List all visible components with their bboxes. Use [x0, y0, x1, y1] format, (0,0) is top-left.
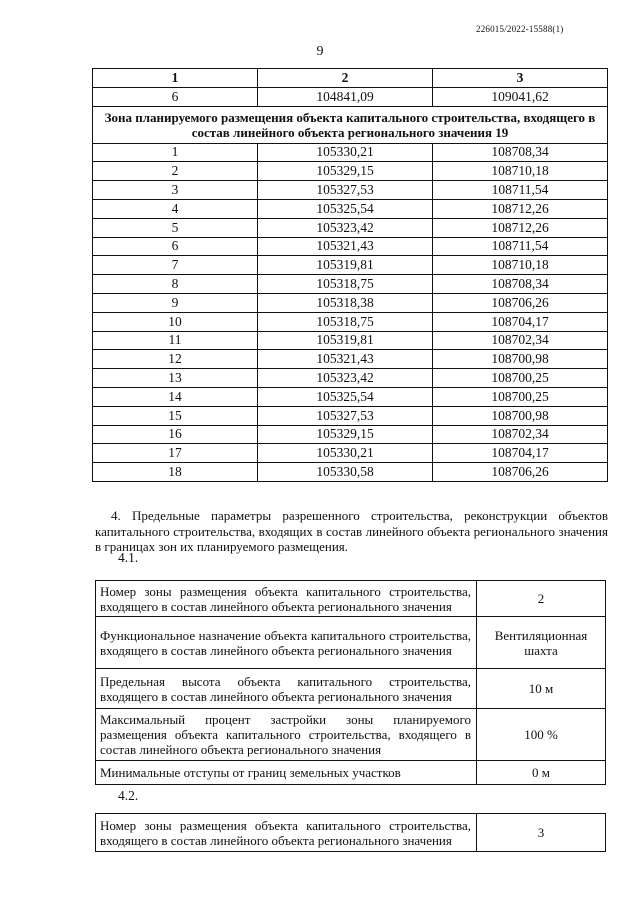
zone-title-row: [93, 106, 608, 143]
x-coordinate-cell: 105323,42: [258, 369, 433, 388]
y-coordinate-cell: 108711,54: [433, 237, 608, 256]
point-number-cell: 11: [93, 331, 258, 350]
parameter-row: [96, 581, 606, 617]
x-coordinate-cell: 105329,15: [258, 162, 433, 181]
point-number-cell: 5: [93, 218, 258, 237]
point-number-cell: 18: [93, 463, 258, 482]
x-coordinate-cell: 105319,81: [258, 331, 433, 350]
parameter-label: Максимальный процент застройки зоны планируемого размещения объекта капитального строительства, входящего в состав линейного объекта регионального значения: [96, 709, 477, 761]
table-row: [93, 387, 608, 406]
x-coordinate-cell: 105318,75: [258, 312, 433, 331]
point-number-cell: 2: [93, 162, 258, 181]
table-row: [93, 369, 608, 388]
y-coordinate-cell: 108712,26: [433, 199, 608, 218]
x-coordinate-cell: 105323,42: [258, 218, 433, 237]
parameter-row: [96, 761, 606, 785]
table-row: [93, 275, 608, 294]
parameter-value: 10 м: [477, 669, 606, 709]
parameter-label: Номер зоны размещения объекта капитального строительства, входящего в состав линейного объекта регионального значения: [96, 581, 477, 617]
coordinates-table: [92, 68, 608, 482]
point-number-cell: 3: [93, 181, 258, 200]
point-number-cell: 10: [93, 312, 258, 331]
column-header: 3: [433, 69, 608, 88]
point-number-cell: 16: [93, 425, 258, 444]
y-coordinate-cell: 108700,98: [433, 406, 608, 425]
y-coordinate-cell: 108702,34: [433, 331, 608, 350]
page-number: 9: [316, 44, 324, 59]
table-header-row: [93, 69, 608, 88]
parameter-value: 2: [477, 581, 606, 617]
document-registration-number: 226015/2022-15588(1): [476, 24, 564, 34]
table-row: [93, 406, 608, 425]
table-row: [93, 162, 608, 181]
table-row: [93, 293, 608, 312]
column-header: 2: [258, 69, 433, 88]
point-number-cell: 14: [93, 387, 258, 406]
y-coordinate-cell: 108711,54: [433, 181, 608, 200]
parameter-row: [96, 669, 606, 709]
point-number-cell: 6: [93, 87, 258, 106]
parameter-row: [96, 814, 606, 852]
section-4-paragraph: [95, 508, 608, 555]
parameter-row: [96, 709, 606, 761]
subsection-4-2-label: 4.2.: [118, 788, 139, 803]
parameter-label: Минимальные отступы от границ земельных участков: [96, 761, 477, 785]
table-row: [93, 331, 608, 350]
y-coordinate-cell: 108702,34: [433, 425, 608, 444]
point-number-cell: 9: [93, 293, 258, 312]
table-row: [93, 463, 608, 482]
point-number-cell: 4: [93, 199, 258, 218]
x-coordinate-cell: 105319,81: [258, 256, 433, 275]
section-4-text: 4. Предельные параметры разрешенного строительства, реконструкции объектов капитального строительства, входящих в состав линейного объекта регионального значения в границах зон их планируемого размещения.: [95, 508, 608, 554]
x-coordinate-cell: 105318,75: [258, 275, 433, 294]
table-row: [93, 218, 608, 237]
y-coordinate-cell: 108700,98: [433, 350, 608, 369]
y-coordinate-cell: 108700,25: [433, 387, 608, 406]
parameter-value: 0 м: [477, 761, 606, 785]
y-coordinate-cell: 108706,26: [433, 463, 608, 482]
table-row: [93, 143, 608, 162]
parameter-row: [96, 617, 606, 669]
x-coordinate-cell: 104841,09: [258, 87, 433, 106]
point-number-cell: 15: [93, 406, 258, 425]
point-number-cell: 7: [93, 256, 258, 275]
y-coordinate-cell: 108706,26: [433, 293, 608, 312]
parameter-label: Предельная высота объекта капитального строительства, входящего в состав линейного объекта регионального значения: [96, 669, 477, 709]
x-coordinate-cell: 105325,54: [258, 387, 433, 406]
x-coordinate-cell: 105330,21: [258, 444, 433, 463]
point-number-cell: 6: [93, 237, 258, 256]
table-row: [93, 350, 608, 369]
point-number-cell: 8: [93, 275, 258, 294]
x-coordinate-cell: 105321,43: [258, 237, 433, 256]
point-number-cell: 12: [93, 350, 258, 369]
y-coordinate-cell: 108704,17: [433, 312, 608, 331]
table-row: [93, 312, 608, 331]
zone-title: Зона планируемого размещения объекта капитального строительства, входящего в состав линейного объекта регионального значения 19: [93, 106, 608, 143]
parameter-label: Номер зоны размещения объекта капитального строительства, входящего в состав линейного объекта регионального значения: [96, 814, 477, 852]
y-coordinate-cell: 108704,17: [433, 444, 608, 463]
x-coordinate-cell: 105329,15: [258, 425, 433, 444]
point-number-cell: 13: [93, 369, 258, 388]
table-row: [93, 444, 608, 463]
subsection-4-1-label: 4.1.: [118, 550, 139, 565]
column-header: 1: [93, 69, 258, 88]
table-row: [93, 256, 608, 275]
x-coordinate-cell: 105330,21: [258, 143, 433, 162]
parameters-table-4-1: [95, 580, 606, 785]
y-coordinate-cell: 108712,26: [433, 218, 608, 237]
table-row: [93, 237, 608, 256]
x-coordinate-cell: 105318,38: [258, 293, 433, 312]
x-coordinate-cell: 105325,54: [258, 199, 433, 218]
parameter-value: Вентиляционная шахта: [477, 617, 606, 669]
y-coordinate-cell: 108710,18: [433, 256, 608, 275]
x-coordinate-cell: 105327,53: [258, 406, 433, 425]
table-row: [93, 199, 608, 218]
parameters-table-4-2: [95, 813, 606, 852]
point-number-cell: 17: [93, 444, 258, 463]
parameter-value: 100 %: [477, 709, 606, 761]
y-coordinate-cell: 108708,34: [433, 275, 608, 294]
point-number-cell: 1: [93, 143, 258, 162]
table-row: [93, 425, 608, 444]
table-row: [93, 181, 608, 200]
y-coordinate-cell: 109041,62: [433, 87, 608, 106]
parameter-value: 3: [477, 814, 606, 852]
x-coordinate-cell: 105327,53: [258, 181, 433, 200]
y-coordinate-cell: 108708,34: [433, 143, 608, 162]
y-coordinate-cell: 108710,18: [433, 162, 608, 181]
table-row: [93, 87, 608, 106]
parameter-label: Функциональное назначение объекта капитального строительства, входящего в состав линейного объекта регионального значения: [96, 617, 477, 669]
x-coordinate-cell: 105330,58: [258, 463, 433, 482]
y-coordinate-cell: 108700,25: [433, 369, 608, 388]
x-coordinate-cell: 105321,43: [258, 350, 433, 369]
